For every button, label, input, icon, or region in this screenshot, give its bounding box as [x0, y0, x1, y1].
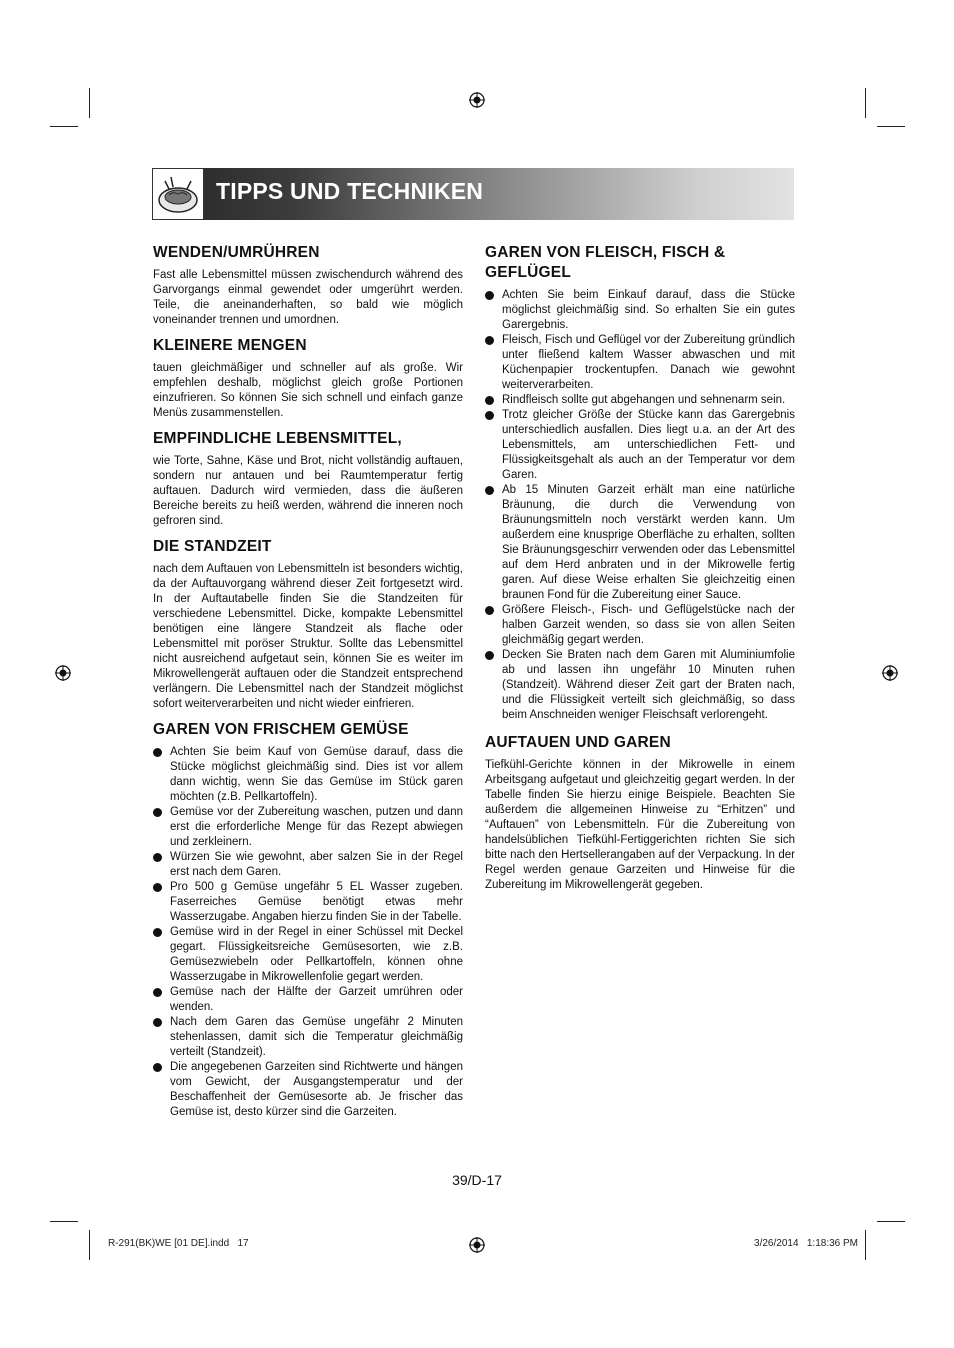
list-item: Würzen Sie wie gewohnt, aber salzen Sie in der Regel erst nach dem Garen.: [153, 850, 463, 880]
registration-mark-icon: [882, 665, 898, 681]
list-item: Pro 500 g Gemüse ungefähr 5 EL Wasser zugeben. Faserreiches Gemüse benötigt etwas mehr Wasserzugabe. Angaben hierzu finden Sie in der Tabelle.: [153, 880, 463, 925]
page-number: 39/D-17: [452, 1172, 502, 1188]
food-dish-icon: [152, 168, 204, 220]
registration-mark-icon: [55, 665, 71, 681]
crop-mark: [50, 1221, 78, 1222]
list-item: Achten Sie beim Einkauf darauf, dass die Stücke möglichst gleichmäßig sind. So erhalten Sie ein gutes Garergebnis.: [485, 288, 795, 333]
right-column: [485, 243, 795, 901]
section-heading: GAREN VON FLEISCH, FISCH & GEFLÜGEL: [485, 244, 726, 281]
bullet-icon: [153, 1018, 162, 1027]
section-body: Tiefkühl-Gerichte können in der Mikrowelle in einem Arbeitsgang aufgetaut und gleichzeitig gegart werden. In der Tabelle finden Sie hierzu einige Beispiele. Beachten Sie außerdem die allgemeinen Hinweise zu “Erhitzen” und “Auftauen” von Lebensmitteln. Für die Zubereitung von handelsüblichen Tiefkühl-Fertiggerichten richten Sie sich bitte nach den Hertsellerangaben auf der Verpackung. In der Regel werden genaue Garzeiten und Hinweise für die Zubereitung im Mikrowellengerät gegeben.: [485, 759, 795, 891]
crop-mark: [50, 126, 78, 127]
list-item: Gemüse wird in der Regel in einer Schüssel mit Deckel gegart. Flüssigkeitsreiche Gemüsesorten, wie z.B. Gemüsezwiebeln oder Pellkartoffeln, können ohne Wasserzugabe in Mikrowellenfolie gegart werden.: [153, 925, 463, 985]
bullet-icon: [485, 291, 494, 300]
list-item: Achten Sie beim Kauf von Gemüse darauf, dass die Stücke möglichst gleichmäßig sind. Dies ist vor allem dann wichtig, wenn Sie das Gemüse im Stück garen möchten (z.B. Pellkartoffeln).: [153, 745, 463, 805]
bullet-icon: [153, 748, 162, 757]
list-item: Decken Sie Braten nach dem Garen mit Aluminiumfolie ab und lassen ihn ungefähr 10 Minuten ruhen (Standzeit). Während dieser Zeit gart der Braten nach, und die Flüssigkeit verteilt sich gleichmäßig, so dass beim Anschneiden weniger Fleischsaft verlorengeht.: [485, 648, 795, 723]
section-heading: WENDEN/UMRÜHREN: [153, 244, 320, 261]
list-item: Rindfleisch sollte gut abgehangen und sehnenarm sein.: [485, 393, 795, 408]
bullet-icon: [153, 853, 162, 862]
section-body: wie Torte, Sahne, Käse und Brot, nicht vollständig auftauen, sondern nur antauen und bei Raumtemperatur fertig auftauen. Dadurch wird vermieden, dass die äußeren Bereiche bereits zu heiß werden, während die inneren noch gefroren sind.: [153, 455, 463, 527]
section-heading: DIE STANDZEIT: [153, 538, 272, 555]
bullet-icon: [485, 396, 494, 405]
list-item: Gemüse vor der Zubereitung waschen, putzen und dann erst die erforderliche Menge für das Rezept abwiegen und zerkleinern.: [153, 805, 463, 850]
section-heading: EMPFINDLICHE LEBENSMITTEL,: [153, 430, 402, 447]
list-item: Gemüse nach der Hälfte der Garzeit umrühren oder wenden.: [153, 985, 463, 1015]
bullet-list: [153, 745, 463, 1120]
crop-mark: [877, 126, 905, 127]
list-item: Fleisch, Fisch und Geflügel vor der Zubereitung gründlich unter fließend kaltem Wasser abwaschen und mit Küchenpapier trockentupfen. Danach wie gewohnt weiterverarbeiten.: [485, 333, 795, 393]
bullet-icon: [485, 411, 494, 420]
bullet-icon: [485, 651, 494, 660]
bullet-icon: [153, 1063, 162, 1072]
bullet-icon: [485, 606, 494, 615]
page-title: TIPPS UND TECHNIKEN: [216, 178, 484, 204]
bullet-icon: [485, 486, 494, 495]
bullet-icon: [153, 883, 162, 892]
footer-filename: R-291(BK)WE [01 DE].indd 17: [108, 1238, 249, 1249]
crop-mark: [89, 1230, 90, 1260]
section-heading: KLEINERE MENGEN: [153, 337, 307, 354]
section-heading: GAREN VON FRISCHEM GEMÜSE: [153, 721, 409, 738]
footer-timestamp: 3/26/2014 1:18:36 PM: [754, 1238, 858, 1249]
bullet-list: [485, 288, 795, 723]
crop-mark: [865, 1230, 866, 1260]
list-item: Größere Fleisch-, Fisch- und Geflügelstücke nach der halben Garzeit wenden, so dass sie von allen Seiten gleichmäßig gegart werden.: [485, 603, 795, 648]
list-item: Die angegebenen Garzeiten sind Richtwerte und hängen vom Gewicht, der Ausgangstemperatur und der Beschaffenheit der Gemüsesorte ab. Je frischer das Gemüse ist, desto kürzer sind die Garzeiten.: [153, 1060, 463, 1120]
registration-mark-icon: [469, 1237, 485, 1253]
crop-mark: [89, 88, 90, 118]
list-item: Nach dem Garen das Gemüse ungefähr 2 Minuten stehenlassen, damit sich die Temperatur gleichmäßig verteilt (Standzeit).: [153, 1015, 463, 1060]
bullet-icon: [153, 928, 162, 937]
crop-mark: [865, 88, 866, 118]
bullet-icon: [153, 988, 162, 997]
section-body: tauen gleichmäßiger und schneller auf als große. Wir empfehlen deshalb, möglichst gleich große Portionen einzufrieren. So können Sie sich schnell und einfach ganze Menüs zusammenstellen.: [153, 362, 463, 419]
section-body: Fast alle Lebensmittel müssen zwischendurch während des Garvorgangs einmal gewendet oder umgerührt werden. Teile, die aneinanderhaften, so bald wie möglich voneinander trennen und umordnen.: [153, 269, 463, 326]
list-item: Ab 15 Minuten Garzeit erhält man eine natürliche Bräunung, die durch die Verwendung von Bräunungsmitteln noch verstärkt werden kann. Um außerdem eine knusprige Oberfläche zu erhalten, sollten Sie Bräunungsgeschirr verwenden oder das Lebensmittel auf dem Herd anbraten und in der Mikrowelle fertig garen. Auf diese Weise erhalten Sie gleichzeitig einen braunen Fond für die Zubereitung einer Sauce.: [485, 483, 795, 603]
section-body: nach dem Auftauen von Lebensmitteln ist besonders wichtig, da der Auftauvorgang während dieser Zeit fortgesetzt wird. In der Auftautabelle finden Sie die Standzeiten für verschiedene Lebensmittel. Dicke, kompakte Lebensmittel benötigen eine längere Standzeit als flache oder Lebensmittel mit poröser Struktur. Sollte das Lebensmittel nicht ausreichend aufgetaut sein, können Sie es weiter im Mikrowellengerät auftauen oder die Standzeit entsprechend verlängern. Die Lebensmittel nach der Standzeit möglichst sofort weiterverarbeiten und nicht wieder einfrieren.: [153, 563, 463, 710]
left-column: [153, 243, 463, 1130]
registration-mark-icon: [469, 92, 485, 108]
list-item: Trotz gleicher Größe der Stücke kann das Garergebnis unterschiedlich ausfallen. Dies liegt u.a. an der Art des Lebensmittels, am unterschiedlichen Fett- und Flüssigkeitsgehalt als auch an der Temperatur vor dem Garen.: [485, 408, 795, 483]
bullet-icon: [485, 336, 494, 345]
section-heading: AUFTAUEN UND GAREN: [485, 734, 671, 751]
bullet-icon: [153, 808, 162, 817]
crop-mark: [877, 1221, 905, 1222]
